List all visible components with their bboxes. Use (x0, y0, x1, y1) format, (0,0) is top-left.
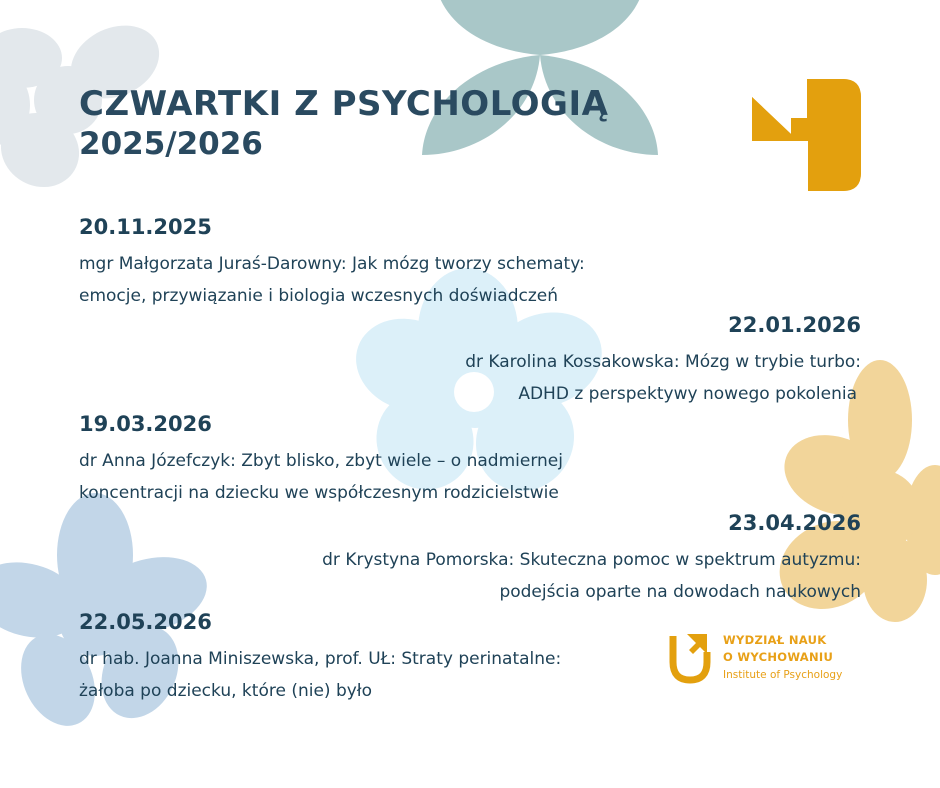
event-3 (79, 409, 563, 509)
page-title: CZWARTKI Z PSYCHOLOGIĄ (79, 84, 609, 124)
event-description-line: dr hab. Joanna Miniszewska, prof. UŁ: Straty perinatalne: (79, 649, 562, 669)
university-logo-icon (667, 630, 713, 686)
event-description-line: koncentracji na dziecku we współczesnym rodzicielstwie (79, 483, 559, 503)
orange-arrow-icon (752, 79, 861, 191)
logo-subtitle: Institute of Psychology (723, 669, 843, 681)
event-description-line: dr Karolina Kossakowska: Mózg w trybie turbo: (465, 352, 861, 372)
event-4 (322, 508, 861, 608)
event-description-line: podejścia oparte na dowodach naukowych (499, 582, 861, 602)
event-description (79, 643, 561, 707)
event-date: 23.04.2026 (728, 511, 861, 535)
event-description-line: ADHD z perspektywy nowego pokolenia (518, 384, 857, 404)
teal-flower-decoration (422, 0, 658, 155)
event-date: 19.03.2026 (79, 412, 212, 436)
logo-line: O WYCHOWANIU (723, 650, 834, 664)
event-date: 20.11.2025 (79, 215, 212, 239)
event-date: 22.01.2026 (728, 313, 861, 337)
event-date: 22.05.2026 (79, 610, 212, 634)
event-description (79, 445, 563, 509)
event-description-line: dr Krystyna Pomorska: Skuteczna pomoc w spektrum autyzmu: (322, 550, 861, 570)
event-5 (79, 607, 561, 707)
event-description-line: emocje, przywiązanie i biologia wczesnych doświadczeń (79, 286, 559, 306)
event-description (79, 248, 585, 312)
event-description-line: żałoba po dziecku, które (nie) było (79, 681, 373, 701)
event-description-line: dr Anna Józefczyk: Zbyt blisko, zbyt wiele – o nadmiernej (79, 451, 563, 471)
event-description-line: mgr Małgorzata Juraś-Darowny: Jak mózg tworzy schematy: (79, 254, 585, 274)
event-1 (79, 212, 585, 312)
event-description (322, 544, 861, 608)
logo-line: WYDZIAŁ NAUK (723, 633, 827, 647)
page-subtitle: 2025/2026 (79, 126, 263, 162)
faculty-logo (667, 628, 867, 690)
event-description (465, 346, 861, 410)
event-2 (465, 310, 861, 410)
logo-text (723, 632, 842, 684)
